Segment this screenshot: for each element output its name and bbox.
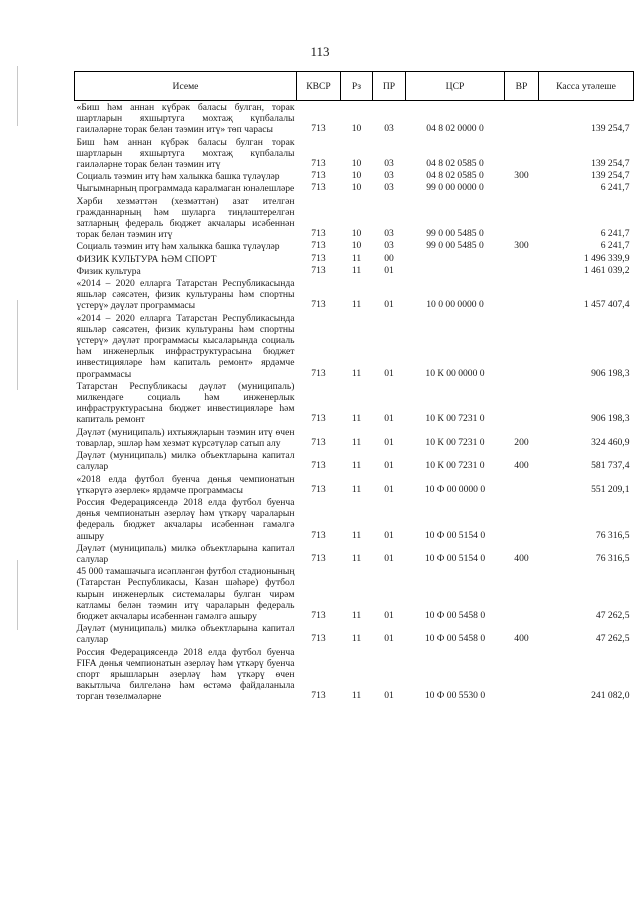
row-amount-cell: 1 461 039,2 <box>583 264 630 276</box>
table-row <box>75 380 634 426</box>
row-kvsr-cell: 713 <box>311 299 326 311</box>
row-csr-cell: 10 Ф 00 5530 0 <box>424 690 486 702</box>
table-row <box>75 253 634 265</box>
row-csr-cell: 10 К 00 7231 0 <box>425 436 485 448</box>
row-rz-cell: 11 <box>351 483 362 495</box>
row-kvsr-cell: 713 <box>311 240 326 252</box>
row-amount-cell: 47 262,5 <box>595 633 630 645</box>
row-kvsr-cell: 713 <box>311 170 326 182</box>
row-amount-cell: 6 241,7 <box>600 182 630 194</box>
row-kvsr-cell: 713 <box>311 123 326 135</box>
row-rz-cell: 11 <box>351 552 362 564</box>
row-amount-cell: 76 316,5 <box>595 552 630 564</box>
row-amount-cell: 6 241,7 <box>600 240 630 252</box>
row-vr-cell <box>505 646 539 703</box>
row-amount-cell: 906 198,3 <box>591 367 630 379</box>
table-row <box>75 101 634 136</box>
table-row <box>75 277 634 312</box>
row-rz-cell: 10 <box>351 240 362 252</box>
row-kvsr-cell: 713 <box>311 529 326 541</box>
row-csr-cell: 10 Ф 00 5154 0 <box>424 529 486 541</box>
row-csr-cell: 10 Ф 00 5458 0 <box>424 633 486 645</box>
row-pr-cell: 01 <box>384 299 394 311</box>
row-kvsr-cell: 713 <box>311 413 326 425</box>
table-row <box>75 182 634 194</box>
header-name: Исеме <box>75 72 297 101</box>
row-pr-cell: 03 <box>384 182 394 194</box>
header-pr: ПР <box>373 72 406 101</box>
row-name-cell: Татарстан Республикасы дәүләт (муниципаль) милкендәге социаль һәм инженерлык инфраструктурасына бюджет инвестицияләре һәм капиталь ремонт <box>76 380 295 426</box>
row-pr-cell: 03 <box>384 123 394 135</box>
row-vr-cell: 400 <box>514 633 529 645</box>
row-amount-cell: 1 457 407,4 <box>583 299 630 311</box>
header-kvsr: КВСР <box>297 72 341 101</box>
row-pr-cell: 01 <box>384 436 394 448</box>
row-rz-cell: 10 <box>351 228 362 240</box>
row-rz-cell: 10 <box>351 158 362 170</box>
page-number: 113 <box>310 44 330 59</box>
row-name-cell: ФИЗИК КУЛЬТУРА ҺӘМ СПОРТ <box>76 253 217 265</box>
row-pr-cell: 00 <box>384 252 394 264</box>
row-csr-cell: 10 Ф 00 5458 0 <box>424 609 486 621</box>
row-pr-cell: 01 <box>384 413 394 425</box>
table-row <box>75 496 634 542</box>
row-pr-cell: 01 <box>384 367 394 379</box>
row-csr-cell <box>406 253 505 265</box>
row-pr-cell: 01 <box>384 633 394 645</box>
row-pr-cell: 01 <box>384 460 394 472</box>
row-kvsr-cell: 713 <box>311 158 326 170</box>
header-vr: ВР <box>505 72 539 101</box>
row-vr-cell <box>505 380 539 426</box>
row-amount-cell: 139 254,7 <box>591 123 630 135</box>
row-rz-cell: 10 <box>351 182 362 194</box>
row-kvsr-cell: 713 <box>311 633 326 645</box>
row-vr-cell: 400 <box>514 552 529 564</box>
row-csr-cell: 04 8 02 0585 0 <box>426 158 484 170</box>
row-rz-cell: 11 <box>351 252 362 264</box>
table-row <box>75 312 634 380</box>
table-row <box>75 265 634 277</box>
row-rz-cell: 11 <box>351 367 362 379</box>
row-name-cell: Дәүләт (муниципаль) ихтыяҗларын тәэмин итү өчен товарлар, эшләр һәм хезмәт күрсәтүләр сатып алу <box>76 426 295 449</box>
row-pr-cell: 03 <box>384 170 394 182</box>
row-name-cell: «2014 – 2020 елларга Татарстан Республикасында яшьләр сәясәтен, физик культураны һәм спортны үстерү» дәүләт программасы <box>76 278 295 312</box>
table-row <box>75 136 634 171</box>
row-rz-cell: 11 <box>351 436 362 448</box>
margin-mark <box>17 300 18 390</box>
row-pr-cell: 01 <box>384 264 394 276</box>
row-amount-cell: 241 082,0 <box>591 690 630 702</box>
row-vr-cell <box>505 473 539 496</box>
margin-mark <box>17 66 18 126</box>
row-csr-cell: 10 Ф 00 5154 0 <box>424 552 486 564</box>
row-vr-cell: 300 <box>514 240 529 252</box>
budget-table <box>74 71 634 703</box>
row-name-cell: «Биш һәм аннан күбрәк баласы булган, торак шартларын яхшыртуга мохтаҗ күпбалалы гаиләләрне торак белән тәэмин итү» төп чарасы <box>76 102 295 136</box>
row-amount-cell: 581 737,4 <box>591 460 630 472</box>
row-rz-cell: 11 <box>351 529 362 541</box>
row-amount-cell: 906 198,3 <box>591 413 630 425</box>
row-vr-cell <box>505 565 539 622</box>
row-name-cell: Социаль тәэмин итү һәм халыкка башка түләүләр <box>76 171 280 183</box>
table-row <box>75 426 634 449</box>
row-vr-cell <box>505 496 539 542</box>
row-rz-cell: 10 <box>351 123 362 135</box>
row-vr-cell <box>505 312 539 380</box>
row-amount-cell: 139 254,7 <box>591 158 630 170</box>
row-pr-cell: 01 <box>384 690 394 702</box>
table-row <box>75 622 634 645</box>
row-csr-cell <box>406 265 505 277</box>
row-name-cell: Россия Федерациясендә 2018 елда футбол буенча FIFA дөнья чемпионатын әзерләү һәм үткәрү буенча спорт ярышларын әзерләү һәм үткәрү өчен вакытлыча билгеләнә һәм өстәмә файдаланыла торган төзелмәләрне <box>76 646 295 703</box>
row-kvsr-cell: 713 <box>311 552 326 564</box>
row-kvsr-cell: 713 <box>311 228 326 240</box>
row-vr-cell <box>505 136 539 171</box>
table-header-row <box>75 72 634 101</box>
row-amount-cell: 551 209,1 <box>591 483 630 495</box>
row-csr-cell: 04 8 02 0000 0 <box>426 123 484 135</box>
row-rz-cell: 11 <box>351 413 362 425</box>
row-vr-cell <box>505 277 539 312</box>
row-kvsr-cell: 713 <box>311 182 326 194</box>
row-csr-cell: 10 Ф 00 0000 0 <box>424 483 486 495</box>
row-rz-cell: 11 <box>351 633 362 645</box>
row-name-cell: Хәрби хезмәттән (хезмәттән) азат ителгән гражданнарның һәм шуларга тиңләштерелгән затларның федераль бюджет акчалары исәбеннән торак белән тәэмин итү <box>76 195 295 241</box>
row-csr-cell: 10 0 00 0000 0 <box>426 299 484 311</box>
row-name-cell: Чыгымнарның программада каралмаган юнәлешләре <box>76 183 295 195</box>
table-row <box>75 542 634 565</box>
row-kvsr-cell: 713 <box>311 436 326 448</box>
table-row <box>75 449 634 472</box>
row-csr-cell: 10 К 00 7231 0 <box>425 413 485 425</box>
row-pr-cell: 01 <box>384 483 394 495</box>
row-rz-cell: 11 <box>351 264 362 276</box>
row-name-cell: Биш һәм аннан күбрәк баласы булган торак шартларын яхшыртуга мохтаҗ күпбалалы гаиләләрне торак белән тәэмин итү <box>76 136 295 171</box>
row-pr-cell: 01 <box>384 609 394 621</box>
table-row <box>75 473 634 496</box>
row-name-cell: «2014 – 2020 елларга Татарстан Республикасында яшьләр сәясәтен, физик культураны һәм спортны үстерү» дәүләт программасы кысаларында социаль һәм инженерлык инфраструктурасына бюджет инвестицияләре һәм капиталь ремонт» ярдәмче программасы <box>76 312 295 380</box>
row-kvsr-cell: 713 <box>311 264 326 276</box>
row-kvsr-cell: 713 <box>311 460 326 472</box>
row-csr-cell: 10 К 00 0000 0 <box>425 367 485 379</box>
row-rz-cell: 11 <box>351 460 362 472</box>
table-body <box>75 101 634 703</box>
row-vr-cell <box>505 101 539 136</box>
row-kvsr-cell: 713 <box>311 690 326 702</box>
row-vr-cell <box>505 265 539 277</box>
row-kvsr-cell: 713 <box>311 609 326 621</box>
row-amount-cell: 324 460,9 <box>591 436 630 448</box>
header-rz: Рз <box>341 72 373 101</box>
row-vr-cell <box>505 195 539 241</box>
row-name-cell: 45 000 тамашачыга исәпләнгән футбол стадионының (Татарстан Республикасы, Казан шәһәре) футбол кырын инженерлык системалары булган чирәм катламы белән тәэмин итү чараларын федераль бюджет акчалары исәбеннән гамәлгә ашыру <box>76 566 295 622</box>
row-name-cell: Дәүләт (муниципаль) милкә объектларына капитал салулар <box>76 450 295 473</box>
table-row <box>75 170 634 182</box>
row-kvsr-cell: 713 <box>311 252 326 264</box>
table-row <box>75 195 634 241</box>
row-name-cell: Дәүләт (муниципаль) милкә объектларына капитал салулар <box>76 623 295 646</box>
row-vr-cell <box>505 253 539 265</box>
row-kvsr-cell: 713 <box>311 483 326 495</box>
row-pr-cell: 01 <box>384 552 394 564</box>
row-amount-cell: 139 254,7 <box>591 170 630 182</box>
row-kvsr-cell: 713 <box>311 367 326 379</box>
row-name-cell: Россия Федерациясендә 2018 елда футбол буенча дөнья чемпионатын әзерләү һәм үткәрү чараларын федераль бюджет акчалары исәбеннән гамәлгә ашыру <box>76 496 295 542</box>
row-pr-cell: 03 <box>384 158 394 170</box>
row-amount-cell: 1 496 339,9 <box>583 252 630 264</box>
margin-mark <box>17 560 18 630</box>
header-csr: ЦСР <box>406 72 505 101</box>
row-name-cell: Физик культура <box>76 265 141 277</box>
row-vr-cell: 200 <box>514 436 529 448</box>
row-rz-cell: 11 <box>351 690 362 702</box>
row-pr-cell: 03 <box>384 240 394 252</box>
row-csr-cell: 99 0 00 0000 0 <box>426 182 484 194</box>
header-kassa: Касса утәлеше <box>539 72 634 101</box>
row-pr-cell: 01 <box>384 529 394 541</box>
table-row <box>75 565 634 622</box>
row-rz-cell: 10 <box>351 170 362 182</box>
row-csr-cell: 10 К 00 7231 0 <box>425 460 485 472</box>
row-rz-cell: 11 <box>351 609 362 621</box>
row-rz-cell: 11 <box>351 299 362 311</box>
row-amount-cell: 6 241,7 <box>600 228 630 240</box>
row-amount-cell: 76 316,5 <box>595 529 630 541</box>
table-row <box>75 646 634 703</box>
row-vr-cell: 300 <box>514 170 529 182</box>
row-name-cell: Дәүләт (муниципаль) милкә объектларына капитал салулар <box>76 542 295 565</box>
row-amount-cell: 47 262,5 <box>595 609 630 621</box>
row-csr-cell: 99 0 00 5485 0 <box>426 228 484 240</box>
row-csr-cell: 04 8 02 0585 0 <box>426 170 484 182</box>
row-vr-cell: 400 <box>514 460 529 472</box>
row-name-cell: «2018 елда футбол буенча дөнья чемпионатын үткәрүгә әзерлек» ярдәмче программасы <box>76 473 295 496</box>
row-csr-cell: 99 0 00 5485 0 <box>426 240 484 252</box>
row-vr-cell <box>505 182 539 194</box>
row-name-cell: Социаль тәэмин итү һәм халыкка башка түләүләр <box>76 241 280 253</box>
row-pr-cell: 03 <box>384 228 394 240</box>
table-row <box>75 240 634 252</box>
